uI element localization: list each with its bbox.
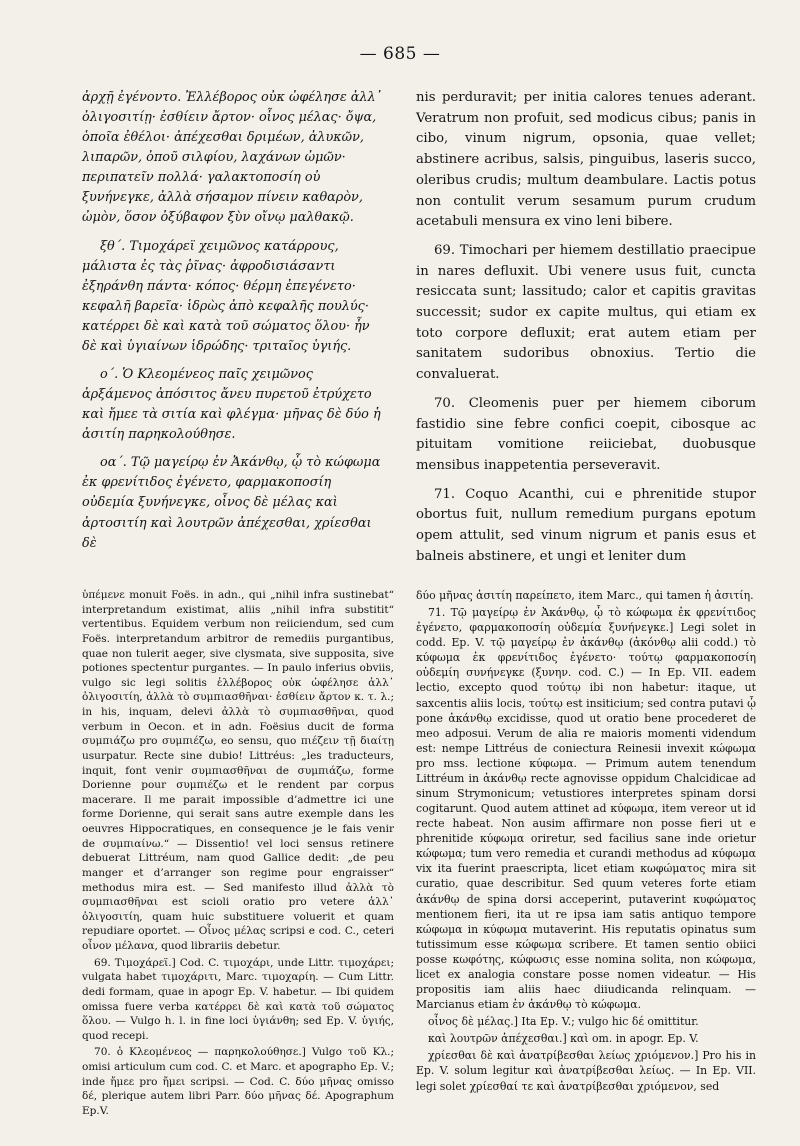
footnote: δύο μῆνας ἀσιτίη παρείπετο, item Marc., qui tamen ἡ ἀσιτίη.: [416, 589, 754, 602]
latin-paragraph: 70. Cleomenis puer per hiemem ciborum fastidio sine febre confici coepit, cibosque ac pituitam vomitione reiiciebat, duobusque mensibus inappetentia perseveravit.: [416, 395, 756, 473]
latin-text-column: [416, 88, 756, 567]
footnote: χρίεσθαι δὲ καὶ ἀνατρίβεσθαι λείως χριόμενον.] Pro his in Ep. V. solum legitur καὶ ἀνατρίβεσθαι λείως. — In Ep. VII. legi solet χρίεσθαί τε καὶ ἀνατρίβεσθαι χριόμενον, sed: [416, 1049, 756, 1093]
footnotes-left: [82, 588, 394, 1121]
footnote: καὶ λουτρῶν ἀπέχεσθαι.] καὶ om. in apogr. Ep. V.: [428, 1032, 699, 1046]
greek-text-column: [82, 88, 384, 554]
footnotes-right: [416, 588, 756, 1096]
footnote: 71. Τῷ μαγείρῳ ἐν Ἀκάνθῳ, ᾧ τὸ κώφωμα ἐκ φρενίτιδος ἐγένετο, φαρμακοποσίη οὐδεμία ξυνήνεγκε.] Legi solet in codd. Ep. V. τῷ μαγείρῳ ἐν ἀκάνθῳ (ἀκόνθῳ alii codd.) τὸ κύφωμα ἐκ φρενίτιδος ἐγένετο· τούτῳ φαρμακοποσίη οὐδεμίη συνήνεγκε (ξυνην. cod. C.) — In Ep. VII. eadem lectio, excepto quod τούτῳ ibi non habetur: itaque, ut saxcentis aliis locis, τούτῳ est insiticium; sed contra putavi ᾧ pone ἀκάνθῳ excidisse, quod ut oratio bene procederet de meo adposui. Verum de alia re maioris momenti videndum est: nempe Littréus de coniectura Reinesii invexit κώφωμα pro mss. lectione κύφωμα. — Primum autem tenendum Littréum in ἀκάνθῳ recte agnovisse oppidum Chalcidicae ad sinum Strymonicum; vetustiores interpretes spinam dorsi cogitarunt. Quod autem attinet ad κύφωμα, item vereor ut id recte habeat. Non ausim affirmare non posse fieri ut e phrenitide κύφωμα oriretur, sed facilius sane inde orietur κώφωμα; tum vero remedia et curandi methodus ad κύφωμα vix ita fuerint praescripta, licet etiam κωφώματος mira sit curatio, quae describitur. Sed quum veteres forte etiam ἀκάνθῳ de spina dorsi acceperint, putaverint κυφώματος mentionem fieri, ita ut re ipsa iam satis antiquo tempore κώφωμα in κύφωμα mutaverint. His reputatis opinatus sum tutissimum esse κώφωμα scribere. Et tamen sentio obiici posse κωφότης, κώφωσις esse nomina solita, non κώφωμα, licet ex analogia constare posse nomen videatur. — His propositis iam aliis haec diiudicanda relinquam. — Marcianus etiam ἐν ἀκάνθῳ τὸ κώφωμα.: [416, 606, 756, 1012]
greek-paragraph: ο΄. Ὁ Κλεομένεος παῖς χειμῶνος ἀρξάμενος ἀπόσιτος ἄνευ πυρετοῦ ἐτρύχετο καὶ ἤμεε τὰ σιτία καὶ φλέγμα· μῆνας δὲ δύο ἡ ἀσιτίη παρηκολούθησε.: [82, 367, 381, 443]
footnote: 69. Τιμοχάρεϊ.] Cod. C. τιμοχάρι, unde Littr. τιμοχάρει; vulgata habet τιμοχάριτι, Marc. τιμοχαρίη. — Cum Littr. dedi formam, quae in apogr Ep. V. habetur. — Ibi quidem omissa fuere verba κατέρρει δὲ καὶ κατὰ τοῦ σώματος ὅλου. — Vulgo h. l. in fine loci ὑγιάνθη; sed Ep. V. ὑγιής, quod recepi.: [82, 956, 394, 1042]
greek-paragraph: οα΄. Τῷ μαγείρῳ ἐν Ἀκάνθῳ, ᾧ τὸ κώφωμα ἐκ φρενίτιδος ἐγένετο, φαρμακοποσίη οὐδεμία ξυνήνεγκε, οἶνος δὲ μέλας καὶ ἀρτοσιτίη καὶ λουτρῶν ἀπέχεσθαι, χρίεσθαι δὲ: [82, 455, 381, 551]
greek-paragraph: ξθ΄. Τιμοχάρεϊ χειμῶνος κατάρρους, μάλιστα ἐς τὰς ῥῖνας· ἀφροδισιάσαντι ἐξηράνθη πάντα· κόπος· θέρμη ἐπεγένετο· κεφαλῆ βαρεῖα· ἱδρὼς ἀπὸ κεφαλῆς πουλύς· κατέρρει δὲ καὶ κατὰ τοῦ σώματος ὅλου· ἦν δὲ καὶ ὑγιαίνων ἱδρώδης· τριταῖος ὑγιής.: [82, 238, 370, 354]
latin-paragraph: 71. Coquo Acanthi, cui e phrenitide stupor obortus fuit, nullum remedium purgans epotum opem attulit, sed vinum nigrum et panis esus et balneis abstinere, et ungi et leniter dum: [416, 486, 756, 564]
footnote: 70. ὁ Κλεομένεος — παρηκολούθησε.] Vulgo τοῦ Κλ.; omisi articulum cum cod. C. et Marc. et apographo Ep. V.; inde ἤμεε pro ἤμει scripsi. — Cod. C. δύο μῆνας omisso δέ, plerique autem libri Parr. δύο μῆνας δέ. Apographum Ep.V.: [82, 1046, 394, 1117]
footnote: ὑπέμενε monuit Foës. in adn., qui „nihil infra sustinebat“ interpretandum existimat, aliis „nihil infra substitit“ vertentibus. Equidem verbum non reiiciendum, sed cum Foës. interpretandum arbitror de remediis purgantibus, quae non tulerit aeger, sive clysmata, sive supposita, sive potiones spectentur purgantes. — In paulo inferius obviis, vulgo sic legi solitis ἐλλέβορος οὐκ ὠφέλησε ἀλλ᾽ ὀλιγοσιτίη, ἀλλὰ τὸ συμπιασθῆναι· ἐσθίειν ἄρτον κ. τ. λ.; in his, inquam, delevi ἀλλὰ τὸ συμπιασθῆναι, quod verbum in Oecon. et in adn. Foësius ducit de forma συμπιάζω pro συμπιέζω, eo sensu, quo πιέζειν τῇ διαίτῃ usurpatur. Recte sine dubio! Littréus: „les traducteurs, inquit, font venir συμπιασθῆναι de συμπιάζω, forme Dorienne pour συμπιέζω et le rendent par corpus macerare. Il me parait impossible d’admettre ici une forme Dorienne, qui serait sans autre exemple dans les oeuvres Hippocratiques, en consequence je le fais venir de συμπιαίνω.“ — Dissentio! vel loci sensus retinere debuerat Littréum, nam quod Gallice dedit: „de peu manger et d’arranger son regime pour engraisser“ methodus mira est. — Sed manifesto illud ἀλλὰ τὸ συμπιασθῆναι est scioli oratio pro vetere ἀλλ᾽ ὀλιγοσιτίη, quam huic substituere voluerit et quam repudiare oportet. — Οἶνος μέλας scripsi e cod. C., ceteri οἶνον μέλανα, quod librariis debetur.: [82, 589, 394, 952]
page-number: — 685 —: [359, 44, 441, 64]
latin-paragraph: 69. Timochari per hiemem destillatio praecipue in nares defluxit. Ubi venere usus fuit, cuncta resiccata sunt; lassitudo; calor et capitis gravitas successit; sudor ex capite multus, qui etiam ex toto corpore defluxit; erat autem etiam per sanitatem sudoribus obnoxius. Tertio die convaluerat.: [416, 242, 756, 383]
greek-paragraph: ἀρχῇ ἐγένοντο. Ἐλλέβορος οὐκ ὠφέλησε ἀλλ᾽ ὀλιγοσιτίῃ· ἐσθίειν ἄρτον· οἶνος μέλας· ὄψα, ὁποῖα ἐθέλοι· ἀπέχεσθαι δριμέων, ἀλυκῶν, λιπαρῶν, ὀποῦ σιλφίου, λαχάνων ὠμῶν· περιπατεῖν πολλά· γαλακτοποσίη οὐ ξυνήνεγκε, ἀλλὰ σήσαμον πίνειν καθαρὸν, ὠμὸν, ὅσον ὀξύβαφον ξὺν οἴνῳ μαλθακῷ.: [82, 90, 383, 226]
latin-paragraph: nis perduravit; per initia calores tenues aderant. Veratrum non profuit, sed modicus cibus; panis in cibo, vinum nigrum, opsonia, quae vellet; abstinere acribus, salsis, pinguibus, laseris succo, oleribus crudis; multum deambulare. Lactis potus non contulit verum sesamum purum crudum acetabuli mensura ex vino leni bibere.: [416, 90, 756, 230]
footnote: οἶνος δὲ μέλας.] Ita Ep. V.; vulgo hic δέ omittitur.: [428, 1015, 699, 1029]
